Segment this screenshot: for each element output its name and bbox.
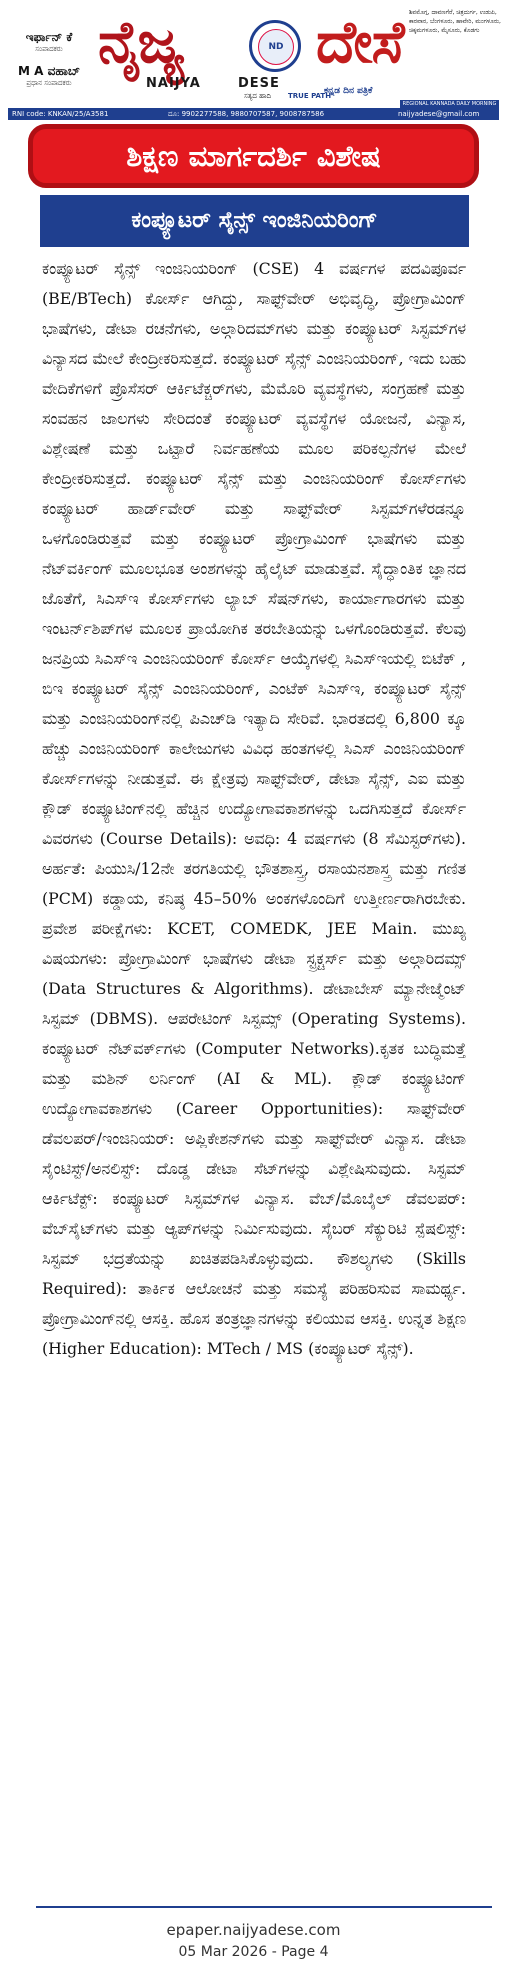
newspaper-logo-icon bbox=[249, 20, 301, 72]
footer-site-link[interactable]: epaper.naijyadese.com bbox=[166, 1921, 341, 1939]
tagline-english: TRUE PATH bbox=[288, 92, 332, 100]
article-headline: ಕಂಪ್ಯೂಟರ್ ಸೈನ್ಸ್ ಇಂಜಿನಿಯರಿಂಗ್ bbox=[40, 195, 469, 247]
regional-daily-band: REGIONAL KANNADA DAILY MORNING bbox=[400, 100, 499, 108]
article-body: ಕಂಪ್ಯೂಟರ್ ಸೈನ್ಸ್ ಇಂಜಿನಿಯರಿಂಗ್ (CSE) 4 ವರ್ಷಗಳ ಪದವಿಪೂರ್ವ (BE/BTech) ಕೋರ್ಸ್ ಆಗಿದ್ದು, ಸಾಫ್ಟ್‌ವೇರ್ ಅಭಿವೃದ್ಧಿ, ಪ್ರೋಗ್ರಾಮಿಂಗ್ ಭಾಷೆಗಳು, ಡೇಟಾ ರಚನೆಗಳು, ಅಲ್ಗಾರಿದಮ್‌ಗಳು ಮತ್ತು ಕಂಪ್ಯೂಟರ್ ಸಿಸ್ಟಮ್‌ಗಳ ವಿನ್ಯಾಸದ ಮೇಲೆ ಕೇಂದ್ರೀಕರಿಸುತ್ತದೆ. ಕಂಪ್ಯೂಟರ್ ಸೈನ್ಸ್ ಎಂಜಿನಿಯರಿಂಗ್, ಇದು ಬಹು ವೇದಿಕೆಗಳಿಗೆ ಪ್ರೊಸೆಸರ್ ಆರ್ಕಿಟೆಕ್ಚರ್‌ಗಳು, ಮೆಮೊರಿ ವ್ಯವಸ್ಥೆಗಳು, ಸಂಗ್ರಹಣೆ ಮತ್ತು ಸಂವಹನ ಜಾಲಗಳು ಸೇರಿದಂತೆ ಕಂಪ್ಯೂಟರ್ ವ್ಯವಸ್ಥೆಗಳ ಯೋಜನೆ, ವಿನ್ಯಾಸ, ವಿಶ್ಲೇಷಣೆ ಮತ್ತು ಒಟ್ಟಾರೆ ನಿರ್ವಹಣೆಯ ಮೂಲ ಪರಿಕಲ್ಪನೆಗಳ ಮೇಲೆ ಕೇಂದ್ರೀಕರಿಸುತ್ತದೆ. ಕಂಪ್ಯೂಟರ್ ಸೈನ್ಸ್ ಮತ್ತು ಎಂಜಿನಿಯರಿಂಗ್ ಕೋರ್ಸ್‌ಗಳು ಕಂಪ್ಯೂಟರ್ ಹಾರ್ಡ್‌ವೇರ್ ಮತ್ತು ಸಾಫ್ಟ್‌ವೇರ್ ಸಿಸ್ಟಮ್‌ಗಳೆರಡನ್ನೂ ಒಳಗೊಂಡಿರುತ್ತವೆ ಮತ್ತು ಕಂಪ್ಯೂಟರ್ ಪ್ರೋಗ್ರಾಮಿಂಗ್ ಭಾಷೆಗಳು ಮತ್ತು ನೆಟ್‌ವರ್ಕಿಂಗ್ ಮೂಲಭೂತ ಅಂಶಗಳನ್ನು ಹೈಲೈಟ್ ಮಾಡುತ್ತವೆ. ಸೈದ್ಧಾಂತಿಕ ಜ್ಞಾನದ ಜೊತೆಗೆ, ಸಿಎಸ್‌ಇ ಕೋರ್ಸ್‌ಗಳು ಲ್ಯಾಬ್ ಸೆಷನ್‌ಗಳು, ಕಾರ್ಯಾಗಾರಗಳು ಮತ್ತು ಇಂಟರ್ನ್‌ಶಿಪ್‌ಗಳ ಮೂಲಕ ಪ್ರಾಯೋಗಿಕ ತರಬೇತಿಯನ್ನು ಒಳಗೊಂಡಿರುತ್ತವೆ. ಕೆಲವು ಜನಪ್ರಿಯ ಸಿಎಸ್‌ಇ ಎಂಜಿನಿಯರಿಂಗ್ ಕೋರ್ಸ್ ಆಯ್ಕೆಗಳಲ್ಲಿ ಸಿಎಸ್‌ಇಯಲ್ಲಿ ಬಿಟೆಕ್ , ಬಿಇ ಕಂಪ್ಯೂಟರ್ ಸೈನ್ಸ್ ಎಂಜಿನಿಯರಿಂಗ್, ಎಂಟೆಕ್ ಸಿಎಸ್‌ಇ, ಕಂಪ್ಯೂಟರ್ ಸೈನ್ಸ್ ಮತ್ತು ಎಂಜಿನಿಯರಿಂಗ್‌ನಲ್ಲಿ ಪಿಎಚ್‌ಡಿ ಇತ್ಯಾದಿ ಸೇರಿವೆ. ಭಾರತದಲ್ಲಿ 6,800 ಕ್ಕೂ ಹೆಚ್ಚು ಎಂಜಿನಿಯರಿಂಗ್ ಕಾಲೇಜುಗಳು ವಿವಿಧ ಹಂತಗಳಲ್ಲಿ ಸಿಎಸ್‌ ಎಂಜಿನಿಯರಿಂಗ್ ಕೋರ್ಸ್‌ಗಳನ್ನು ನೀಡುತ್ತವೆ. ಈ ಕ್ಷೇತ್ರವು ಸಾಫ್ಟ್‌ವೇರ್, ಡೇಟಾ ಸೈನ್ಸ್, ಎಐ ಮತ್ತು ಕ್ಲೌಡ್ ಕಂಪ್ಯೂಟಿಂಗ್‌ನಲ್ಲಿ ಹೆಚ್ಚಿನ ಉದ್ಯೋಗಾವಕಾಶಗಳನ್ನು ಒದಗಿಸುತ್ತದೆ ಕೋರ್ಸ್ ವಿವರಗಳು (Course Details): ಅವಧಿ: 4 ವರ್ಷಗಳು (8 ಸೆಮಿಸ್ಟರ್‌ಗಳು). ಅರ್ಹತೆ: ಪಿಯುಸಿ/12ನೇ ತರಗತಿಯಲ್ಲಿ ಭೌತಶಾಸ್ತ್ರ, ರಸಾಯನಶಾಸ್ತ್ರ ಮತ್ತು ಗಣಿತ (PCM) ಕಡ್ಡಾಯ, ಕನಿಷ್ಠ 45–50% ಅಂಕಗಳೊಂದಿಗೆ ಉತ್ತೀರ್ಣರಾಗಿರಬೇಕು. ಪ್ರವೇಶ ಪರೀಕ್ಷೆಗಳು: KCET, COMEDK, JEE Main. ಮುಖ್ಯ ವಿಷಯಗಳು: ಪ್ರೋಗ್ರಾಮಿಂಗ್ ಭಾಷೆಗಳು ಡೇಟಾ ಸ್ಟ್ರಕ್ಚರ್ಸ್ ಮತ್ತು ಅಲ್ಗಾರಿದಮ್ಸ್ (Data Structures & Algorithms). ಡೇಟಾಬೇಸ್ ಮ್ಯಾನೇಜ್ಮೆಂಟ್ ಸಿಸ್ಟಮ್ (DBMS). ಆಪರೇಟಿಂಗ್ ಸಿಸ್ಟಮ್ಸ್ (Operating Systems). ಕಂಪ್ಯೂಟರ್ ನೆಟ್‌ವರ್ಕ್‌ಗಳು (Computer Networks).ಕೃತಕ ಬುದ್ಧಿಮತ್ತೆ ಮತ್ತು ಮಶಿನ್ ಲರ್ನಿಂಗ್ (AI & ML). ಕ್ಲೌಡ್ ಕಂಪ್ಯೂಟಿಂಗ್ ಉದ್ಯೋಗಾವಕಾಶಗಳು (Career Opportunities): ಸಾಫ್ಟ್‌ವೇರ್ ಡೆವಲಪರ್/ಇಂಜಿನಿಯರ್: ಅಪ್ಲಿಕೇಶನ್‌ಗಳು ಮತ್ತು ಸಾಫ್ಟ್‌ವೇರ್ ವಿನ್ಯಾಸ. ಡೇಟಾ ಸೈಂಟಿಸ್ಟ್/ಅನಲಿಸ್ಟ್: ದೊಡ್ಡ ಡೇಟಾ ಸೆಟ್‌ಗಳನ್ನು ವಿಶ್ಲೇಷಿಸುವುದು. ಸಿಸ್ಟಮ್ ಆರ್ಕಿಟೆಕ್ಟ್: ಕಂಪ್ಯೂಟರ್ ಸಿಸ್ಟಮ್‌ಗಳ ವಿನ್ಯಾಸ. ವೆಬ್/ಮೊಬೈಲ್ ಡೆವಲಪರ್: ವೆಬ್‌ಸೈಟ್‌ಗಳು ಮತ್ತು ಆ್ಯಪ್‌ಗಳನ್ನು ನಿರ್ಮಿಸುವುದು. ಸೈಬರ್ ಸೆಕ್ಯುರಿಟಿ ಸ್ಪೆಷಲಿಸ್ಟ್: ಸಿಸ್ಟಮ್ ಭದ್ರತೆಯನ್ನು ಖಚಿತಪಡಿಸಿಕೊಳ್ಳುವುದು. ಕೌಶಲ್ಯಗಳು (Skills Required): ತಾರ್ಕಿಕ ಆಲೋಚನೆ ಮತ್ತು ಸಮಸ್ಯೆ ಪರಿಹರಿಸುವ ಸಾಮರ್ಥ್ಯ. ಪ್ರೋಗ್ರಾಮಿಂಗ್‌ನಲ್ಲಿ ಆಸಕ್ತಿ. ಹೊಸ ತಂತ್ರಜ್ಞಾನಗಳನ್ನು ಕಲಿಯುವ ಆಸಕ್ತಿ. ಉನ್ನತ ಶಿಕ್ಷಣ (Higher Education): MTech / MS (ಕಂಪ್ಯೂಟರ್ ಸೈನ್ಸ್). bbox=[42, 259, 466, 1358]
masthead bbox=[6, 6, 501, 108]
page-footer bbox=[0, 1920, 507, 1962]
editor-role: ಸಂಪಾದಕರು bbox=[35, 45, 63, 53]
masthead-title-right: ದೇಸೆ bbox=[316, 8, 404, 76]
phone-numbers: ದೂ: 9902277588, 9880707587, 9008787586 bbox=[168, 110, 325, 118]
section-banner: ಶಿಕ್ಷಣ ಮಾರ್ಗದರ್ಶಿ ವಿಶೇಷ bbox=[28, 124, 479, 188]
chief-editor-role: ಪ್ರಧಾನ ಸಂಪಾದಕರು bbox=[26, 79, 72, 87]
tagline: ಸತ್ಯದ ಹಾದಿ bbox=[244, 92, 271, 100]
editions-list: ಶಿವಮೊಗ್ಗ, ದಾವಣಗೆರೆ, ಚಿತ್ರದುರ್ಗ, ಉಡುಪಿ, ಕಾರವಾರ, ಬೆಂಗಳೂರು, ಹಾವೇರಿ, ಮಂಗಳೂರು, ಚಿಕ್ಕಮಗಳೂರು, ಮೈಸೂರು, ಕೊಡಗು bbox=[409, 9, 501, 34]
logo-text: ND bbox=[258, 29, 294, 65]
footer-divider bbox=[36, 1906, 492, 1908]
footer-date-page: 05 Mar 2026 - Page 4 bbox=[178, 1944, 329, 1960]
kannada-daily-label: ಕನ್ನಡ ದಿನ ಪತ್ರಿಕೆ bbox=[324, 86, 373, 96]
email-address: naijyadese@gmail.com bbox=[398, 110, 480, 118]
masthead-english-left: NAIJYA bbox=[146, 76, 201, 91]
editor-name: ಇರ್ಫಾನ್ ಕೆ bbox=[25, 30, 73, 44]
masthead-english-right: DESE bbox=[238, 76, 280, 91]
chief-editor-name: M A ವಹಾಬ್ bbox=[18, 64, 80, 78]
rni-code: RNI code: KNKAN/25/A3581 bbox=[12, 110, 109, 118]
editor-box bbox=[6, 6, 92, 108]
info-bar bbox=[8, 108, 499, 120]
masthead-title-left: ನೈಜ್ಯ bbox=[98, 8, 184, 76]
